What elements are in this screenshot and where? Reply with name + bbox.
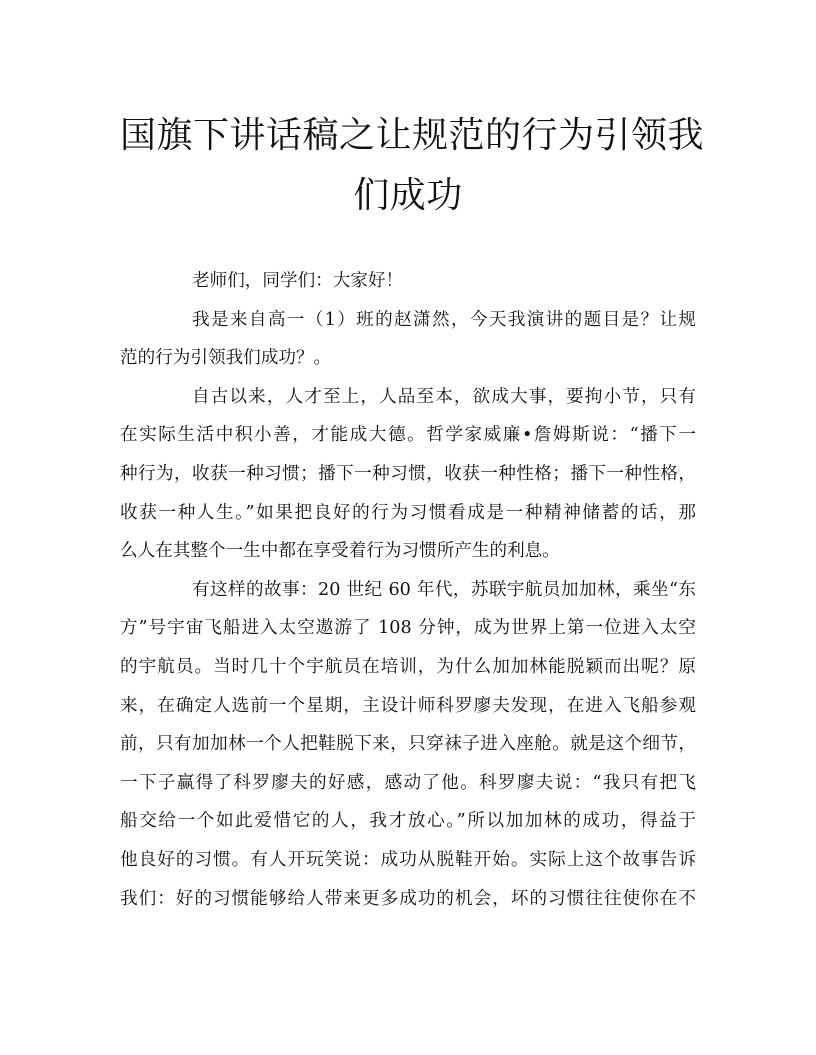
text-line: 的宇航员。当时几十个宇航员在培训，为什么加加林能脱颖而出呢？原: [120, 656, 696, 677]
text-line: 我是来自高一（1）班的赵潇然，今天我演讲的题目是？让规: [192, 309, 696, 330]
text-line: 我们：好的习惯能够给人带来更多成功的机会，坏的习惯往往使你在不: [120, 888, 696, 909]
text-line: 在实际生活中积小善，才能成大德。哲学家威廉•詹姆斯说：“播下一: [120, 425, 696, 446]
text-line: 船交给一个如此爱惜它的人，我才放心。”所以加加林的成功，得益于: [120, 811, 696, 832]
text-line: 老师们，同学们：大家好！: [192, 271, 404, 291]
document-title: [120, 106, 705, 226]
title-line: 们成功: [353, 175, 463, 216]
text-line: 收获一种人生。”如果把良好的行为习惯看成是一种精神储蓄的话，那: [120, 502, 696, 523]
text-line: 前，只有加加林一个人把鞋脱下来，只穿袜子进入座舱。就是这个细节，: [120, 734, 696, 755]
text-line: 来，在确定人选前一个星期，主设计师科罗廖夫发现，在进入飞船参观: [120, 695, 696, 716]
paragraph-habits: [120, 378, 696, 571]
text-line: 有这样的故事：20 世纪 60 年代，苏联宇航员加加林，乘坐“东: [192, 579, 696, 600]
text-line: 种行为，收获一种习惯；播下一种习惯，收获一种性格；播下一种性格，: [120, 463, 696, 484]
text-line: 他良好的习惯。有人开玩笑说：成功从脱鞋开始。实际上这个故事告诉: [120, 849, 696, 870]
document-body: [120, 262, 696, 918]
paragraph-greeting: [120, 262, 696, 301]
text-line: 一下子赢得了科罗廖夫的好感，感动了他。科罗廖夫说：“我只有把飞: [120, 772, 696, 793]
paragraph-gagarin-story: [120, 571, 696, 918]
text-line: 自古以来，人才至上，人品至本，欲成大事，要拘小节，只有: [192, 386, 696, 407]
title-line: 国旗下讲话稿之让规范的行为引领我: [120, 115, 705, 156]
text-line: 方”号宇宙飞船进入太空遨游了 108 分钟，成为世界上第一位进入太空: [120, 618, 696, 639]
text-line: 么人在其整个一生中都在享受着行为习惯所产生的利息。: [120, 541, 560, 562]
text-line: 范的行为引领我们成功？。: [120, 348, 332, 369]
paragraph-introduction: [120, 301, 696, 378]
